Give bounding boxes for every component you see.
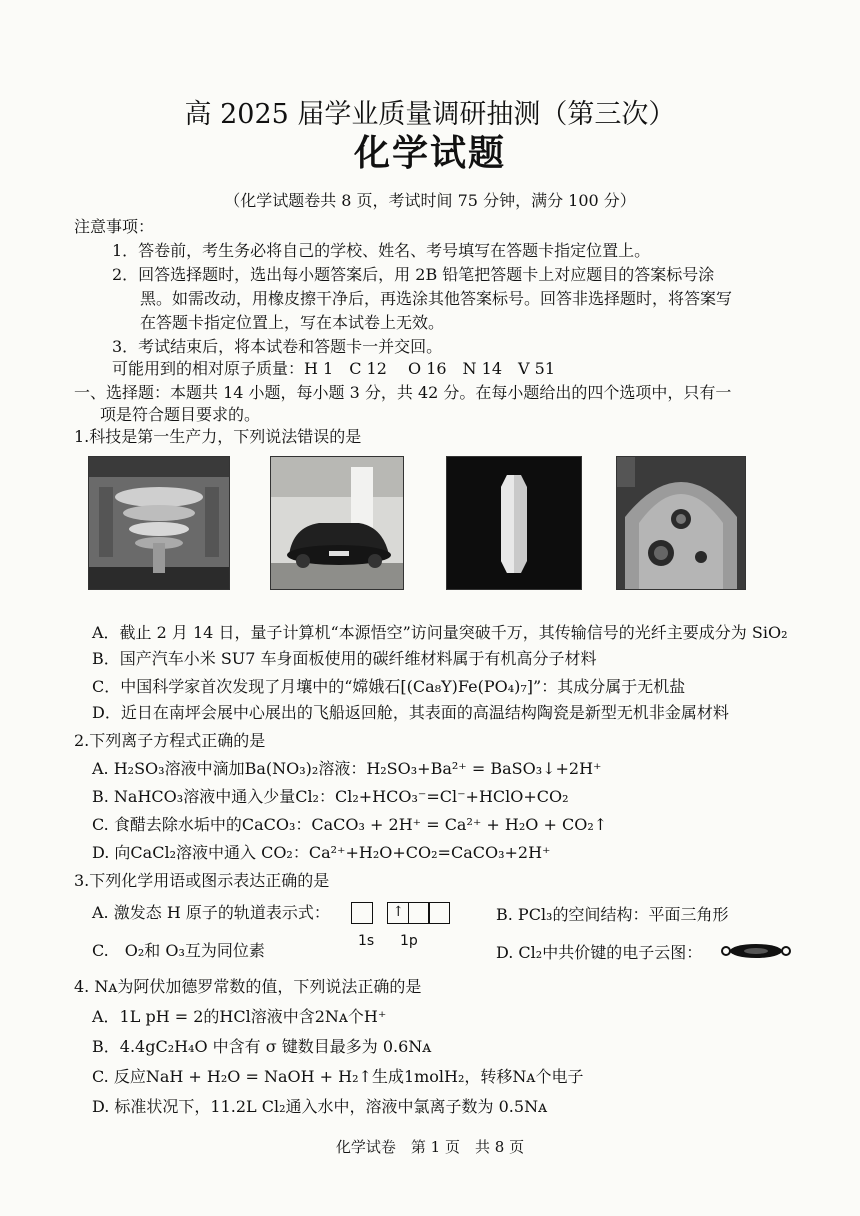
orbital-diagram — [352, 902, 450, 924]
question-1-option-a: A．截止 2 月 14 日，量子计算机“本源悟空”访问量突破千万，其传输信号的光纤主要成分为 SiO₂ — [92, 623, 788, 642]
question-4-stem: 4. Nᴀ为阿伏加德罗常数的值，下列说法正确的是 — [74, 977, 422, 996]
orbital-1p-box-3 — [428, 902, 450, 924]
question-2-option-b: B. NaHCO₃溶液中通入少量Cl₂：Cl₂+HCO₃⁻=Cl⁻+HClO+CO₂ — [92, 787, 569, 806]
orbital-label-1p: 1p — [400, 933, 418, 949]
question-2-stem: 2.下列离子方程式正确的是 — [74, 731, 266, 750]
car-photo — [270, 456, 404, 590]
electron-cloud-icon — [720, 940, 792, 962]
section-heading-cont: 项是符合题目要求的。 — [100, 405, 261, 424]
question-1-stem: 1.科技是第一生产力，下列说法错误的是 — [74, 427, 362, 446]
question-4-option-b: B．4.4gC₂H₄O 中含有 σ 键数目最多为 0.6Nᴀ — [92, 1037, 432, 1056]
question-2-option-c: C. 食醋去除水垢中的CaCO₃：CaCO₃ + 2H⁺ = Ca²⁺ + H₂O + CO₂↑ — [92, 815, 608, 834]
question-3-option-c: C. O₂和 O₃互为同位素 — [92, 941, 265, 960]
atomic-mass-line: 可能用到的相对原子质量：H 1 C 12 O 16 N 14 V 51 — [112, 359, 556, 378]
note-item-2-cont: 黑。如需改动，用橡皮擦干净后，再选涂其他答案标号。回答非选择题时，将答案写 — [140, 289, 733, 308]
question-3-option-a: A. 激发态 H 原子的轨道表示式： — [92, 903, 330, 922]
note-item-3: 3．考试结束后，将本试卷和答题卡一并交回。 — [112, 337, 443, 356]
question-4-option-a: A．1L pH = 2的HCl溶液中含2Nᴀ个H⁺ — [92, 1007, 387, 1026]
orbital-label-1s: 1s — [358, 933, 375, 949]
notes-heading: 注意事项： — [74, 217, 155, 236]
crystal-photo — [446, 456, 582, 590]
return-capsule-photo — [616, 456, 746, 590]
orbital-1s-box — [351, 902, 373, 924]
quantum-computer-photo — [88, 456, 230, 590]
exam-subtitle: （化学试题卷共 8 页，考试时间 75 分钟，满分 100 分） — [224, 191, 636, 210]
question-3-stem: 3.下列化学用语或图示表达正确的是 — [74, 871, 330, 890]
question-4-option-d: D. 标准状况下，11.2L Cl₂通入水中，溶液中氯离子数为 0.5Nᴀ — [92, 1097, 548, 1116]
question-2-option-d: D. 向CaCl₂溶液中通入 CO₂：Ca²⁺+H₂O+CO₂=CaCO₃+2H⁺ — [92, 843, 551, 862]
question-1-option-d: D．近日在南坪会展中心展出的飞船返回舱，其表面的高温结构陶瓷是新型无机非金属材料 — [92, 703, 729, 722]
section-heading: 一、选择题：本题共 14 小题，每小题 3 分，共 42 分。在每小题给出的四个选项中，只有一 — [74, 383, 732, 402]
orbital-1p-box-2 — [408, 902, 430, 924]
exam-title: 高 2025 届学业质量调研抽测（第三次） — [184, 99, 676, 130]
question-1-option-b: B．国产汽车小米 SU7 车身面板使用的碳纤维材料属于有机高分子材料 — [92, 649, 597, 668]
question-4-option-c: C. 反应NaH + H₂O = NaOH + H₂↑生成1molH₂，转移Nᴀ个电子 — [92, 1067, 584, 1086]
question-1-option-c: C．中国科学家首次发现了月壤中的“嫦娥石[(Ca₈Y)Fe(PO₄)₇]”：其成分属于无机盐 — [92, 677, 686, 696]
note-item-2: 2．回答选择题时，选出每小题答案后，用 2B 铅笔把答题卡上对应题目的答案标号涂 — [112, 265, 715, 284]
question-3-option-d: D. Cl₂中共价键的电子云图： — [496, 943, 703, 962]
note-item-2-cont2: 在答题卡指定位置上，写在本试卷上无效。 — [140, 313, 445, 332]
page-footer: 化学试卷 第 1 页 共 8 页 — [335, 1138, 525, 1156]
question-2-option-a: A. H₂SO₃溶液中滴加Ba(NO₃)₂溶液：H₂SO₃+Ba²⁺ = BaSO₃↓+2H⁺ — [92, 759, 602, 778]
question-3-option-b: B. PCl₃的空间结构：平面三角形 — [496, 905, 729, 924]
orbital-1p-box-1: ↑ — [387, 902, 409, 924]
subject-title: 化学试题 — [353, 132, 506, 174]
note-item-1: 1．答卷前，考生务必将自己的学校、姓名、考号填写在答题卡指定位置上。 — [112, 241, 651, 260]
